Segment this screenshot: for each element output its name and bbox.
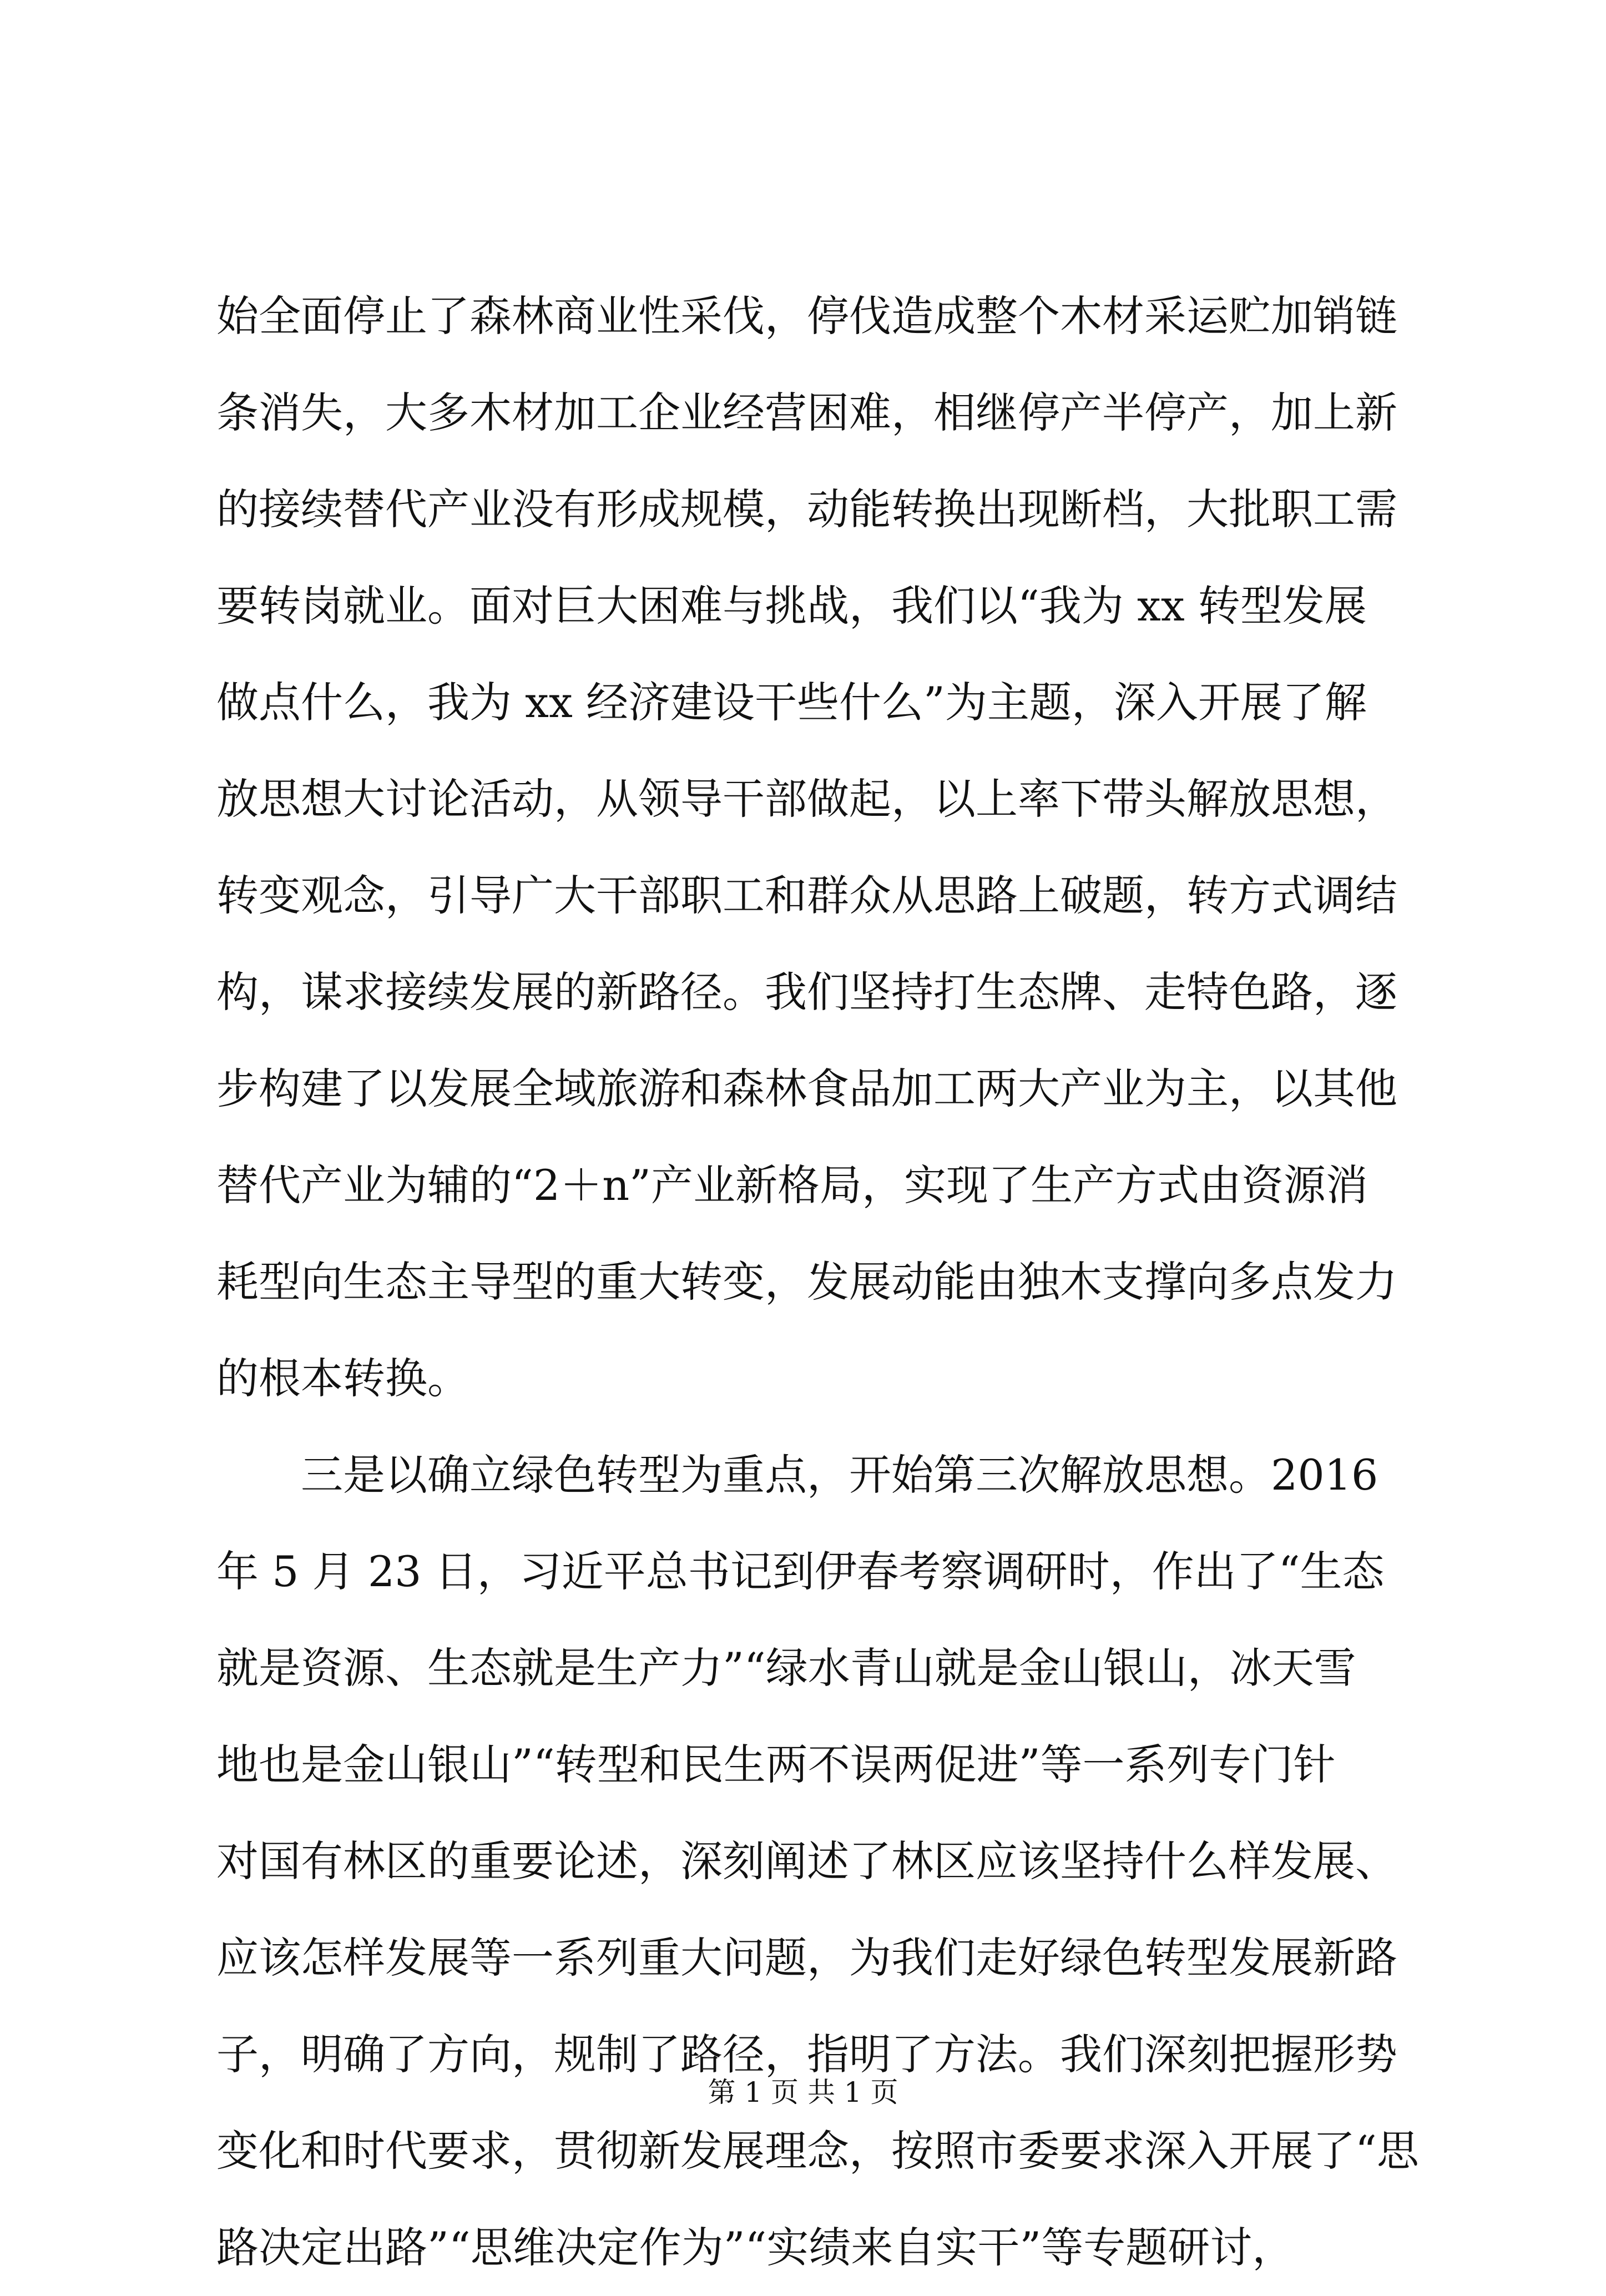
text-line: 做点什么，我为 xx 经济建设干些什么”为主题，深入开展了解 (216, 678, 1367, 727)
text-line: 始全面停止了森林商业性采伐，停伐造成整个木材采运贮加销链 (216, 291, 1397, 341)
text-line: 子，明确了方向，规制了路径，指明了方法。我们深刻把握形势 (216, 2030, 1397, 2079)
text-line: 耗型向生态主导型的重大转变，发展动能由独木支撑向多点发力 (216, 1257, 1397, 1306)
document-body (216, 268, 1432, 2296)
text-line: 步构建了以发展全域旅游和森林食品加工两大产业为主，以其他 (216, 1064, 1397, 1113)
text-line: 就是资源、生态就是生产力”“绿水青山就是金山银山，冰天雪 (216, 1643, 1356, 1693)
text-line: 的接续替代产业没有形成规模，动能转换出现断档，大批职工需 (216, 485, 1397, 534)
paragraph-start-line: 三是以确立绿色转型为重点，开始第三次解放思想。2016 (216, 1450, 1378, 1500)
page-number-footer: 第 1 页 共 1 页 (708, 2076, 898, 2108)
text-line: 放思想大讨论活动，从领导干部做起，以上率下带头解放思想， (216, 774, 1397, 824)
text-line: 转变观念，引导广大干部职工和群众从思路上破题，转方式调结 (216, 871, 1397, 920)
text-line: 变化和时代要求，贯彻新发展理念，按照市委要求深入开展了“思 (216, 2126, 1419, 2176)
text-line: 构，谋求接续发展的新路径。我们坚持打生态牌、走特色路，逐 (216, 967, 1397, 1017)
text-line: 替代产业为辅的“2＋n”产业新格局，实现了生产方式由资源消 (216, 1160, 1368, 1210)
text-line: 条消失，大多木材加工企业经营困难，相继停产半停产，加上新 (216, 388, 1397, 437)
text-line: 应该怎样发展等一系列重大问题，为我们走好绿色转型发展新路 (216, 1933, 1397, 1982)
text-line: 路决定出路”“思维决定作为”“实绩来自实干”等专题研讨， (216, 2223, 1295, 2272)
text-line: 地也是金山银山”“转型和民生两不误两促进”等一系列专门针 (216, 1740, 1336, 1789)
text-line: 的根本转换。 (216, 1354, 469, 1403)
text-line: 要转岗就业。面对巨大困难与挑战，我们以“我为 xx 转型发展 (216, 581, 1367, 630)
text-line: 对国有林区的重要论述，深刻阐述了林区应该坚持什么样发展、 (216, 1836, 1397, 1886)
text-line: 年 5 月 23 日，习近平总书记到伊春考察调研时，作出了“生态 (216, 1547, 1385, 1596)
